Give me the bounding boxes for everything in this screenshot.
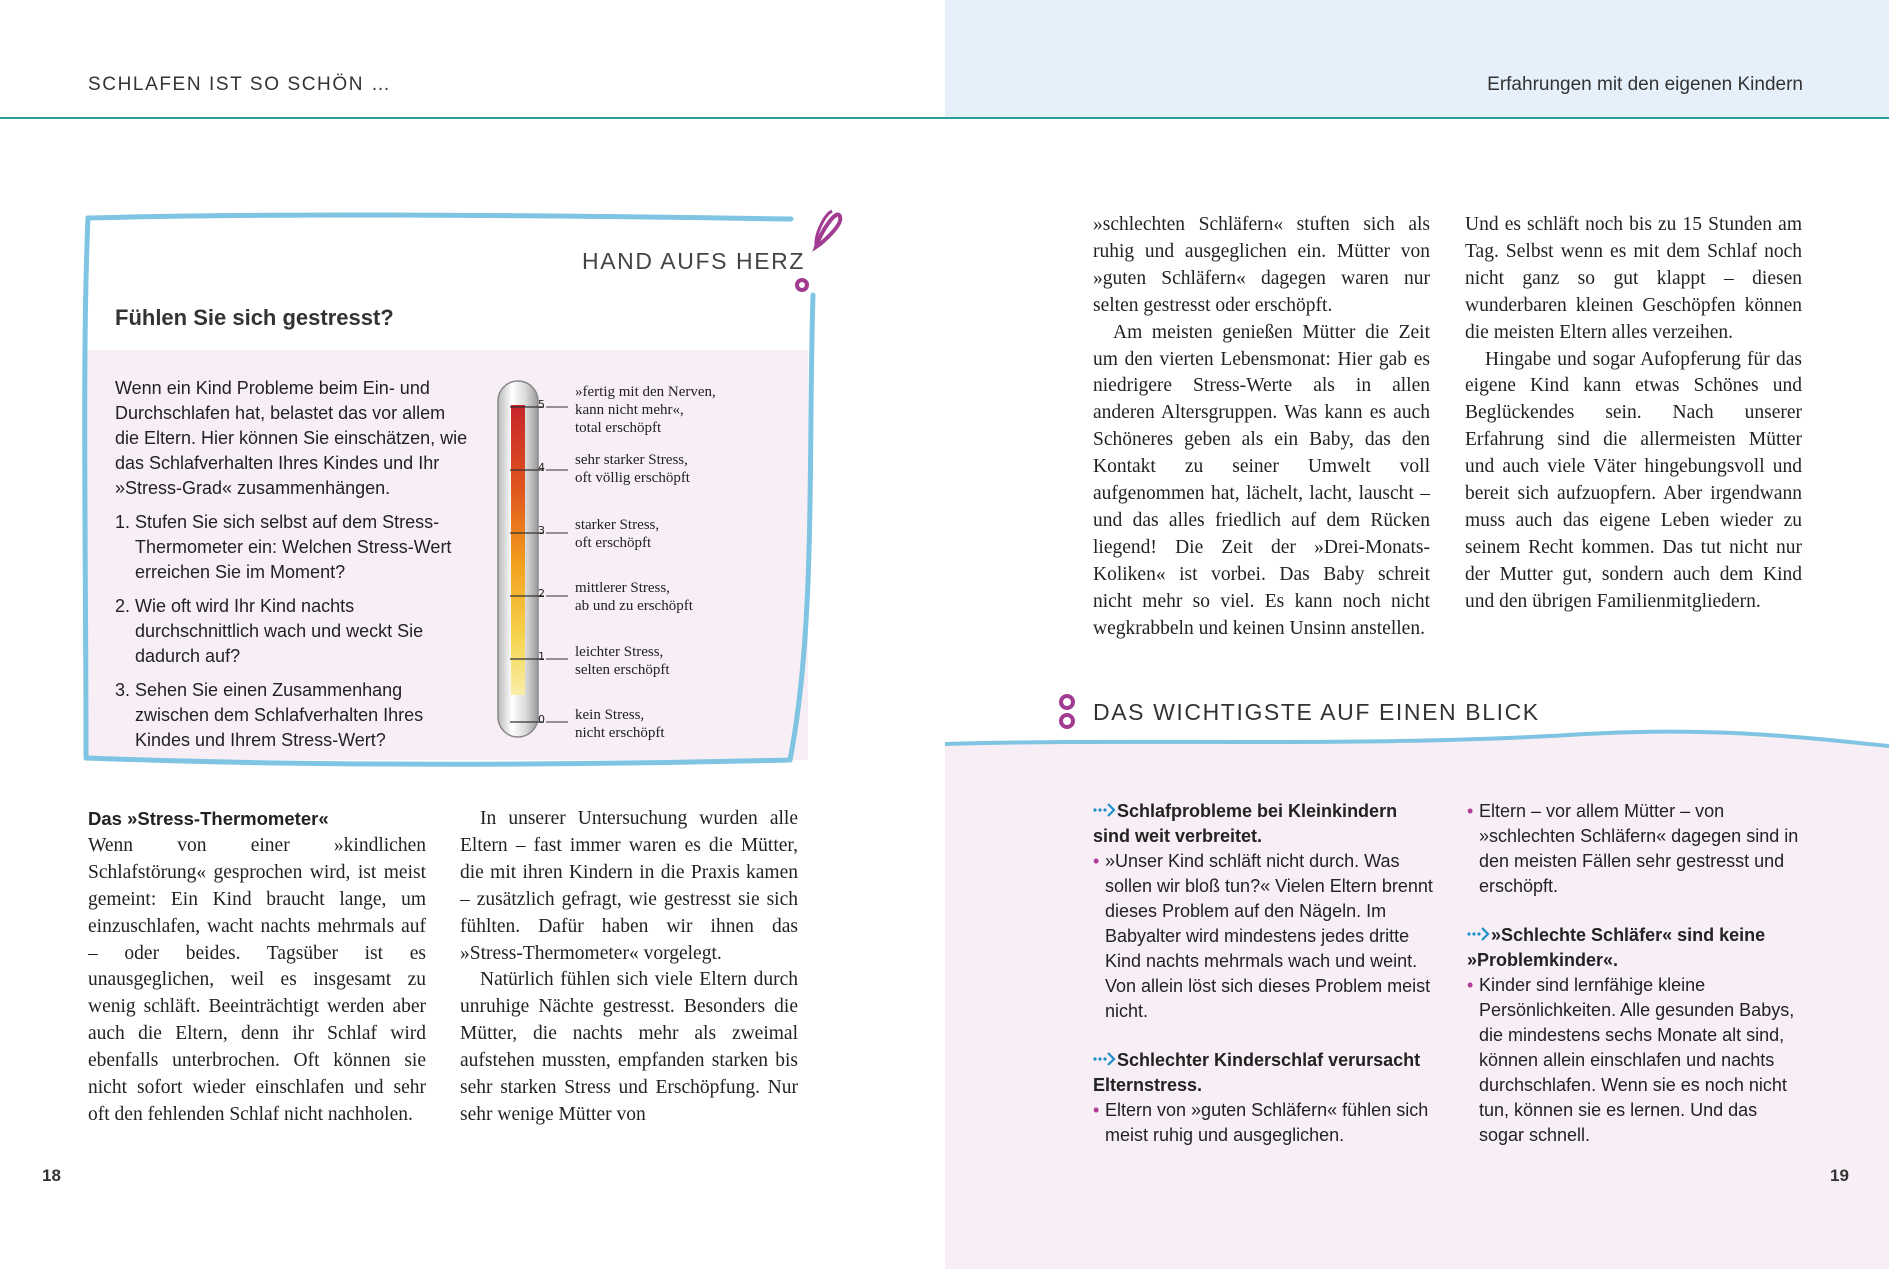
summary-wave-border bbox=[945, 728, 1889, 768]
scale-label: 1 bbox=[538, 650, 545, 663]
box-steps bbox=[115, 510, 470, 753]
scale-label: 0 bbox=[538, 713, 545, 726]
paragraph: Und es schläft noch bis zu 15 Stunden am Tag. Selbst wenn es mit dem Schlaf noch nicht ganz so gut klappt – diesen wunderbaren kleinen Geschöpfen können die meisten Eltern alles verzeihen. bbox=[1465, 214, 1802, 343]
right-column-2 bbox=[1465, 212, 1802, 616]
paragraph: Natürlich fühlen sich viele Eltern durch unruhige Nächte gestresst. Besonders die Mütter, die nachts mehr als zweimal aufstehen mussten, empfanden starken bis sehr starken Stress und Erschöpfung. Nur sehr wenige Mütter von bbox=[460, 969, 798, 1125]
running-head-left: SCHLAFEN IST SO SCHÖN … bbox=[88, 74, 392, 95]
thermometer-pointers bbox=[546, 407, 568, 722]
paragraph: »schlechten Schläfern« stuften sich als ruhig und ausgeglichen ein. Mütter von »guten Schläfern« dagegen waren nur selten gestresst oder erschöpft. bbox=[1093, 214, 1430, 316]
section-heading: Das »Stress-Thermometer« bbox=[88, 808, 329, 829]
box-text bbox=[115, 376, 470, 762]
left-column-2 bbox=[460, 806, 798, 1129]
box-step: 1. Stufen Sie sich selbst auf dem Stress-Thermometer ein: Welchen Stress-Wert erreichen Sie im Moment? bbox=[135, 510, 470, 585]
arrow-icon bbox=[1093, 803, 1117, 817]
thermometer-label-1: leichter Stress, selten erschöpft bbox=[575, 644, 670, 678]
thermometer-label-4: sehr starker Stress, oft völlig erschöpft bbox=[575, 452, 690, 486]
summary-item: • Kinder sind lernfähige kleine Persönlichkeiten. Alle gesunden Babys, die mindestens sechs Monate alt sind, können allein einschlafen und nachts durchschlafen. Wenn sie es noch nicht tun, können sie es lernen. Und das sogar schnell. bbox=[1467, 975, 1795, 1145]
summary-item: • Eltern von »guten Schläfern« fühlen sich meist ruhig und ausgeglichen. bbox=[1093, 1100, 1429, 1145]
arrow-icon bbox=[1093, 1052, 1117, 1066]
paragraph: In unserer Untersuchung wurden alle Eltern – fast immer waren es die Mütter, die mit ihren Kindern in die Praxis kamen – zusätzlich gefragt, wie gestresst sie sich fühlten. Dafür haben wir ihnen das »Stress-Thermometer« vorgelegt. bbox=[460, 808, 798, 964]
thermometer-label-5: »fertig mit den Nerven, kann nicht mehr«, total erschöpft bbox=[575, 384, 716, 436]
summary-heading: Schlechter Kinderschlaf verursacht Elternstress. bbox=[1093, 1050, 1421, 1095]
arrow-icon bbox=[1467, 927, 1491, 941]
summary-item: • »Unser Kind schläft nicht durch. Was sollen wir bloß tun?« Vielen Eltern brennt dieses Problem auf den Nägeln. Im Babyalter wird mindestens jedes dritte Kind nachts mehrmals wach und weint. Von allein löst sich dieses Problem meist nicht. bbox=[1093, 851, 1433, 1021]
scale-label: 5 bbox=[538, 398, 545, 411]
running-head-right: Erfahrungen mit den eigenen Kindern bbox=[1487, 74, 1803, 95]
summary-title: DAS WICHTIGSTE AUF EINEN BLICK bbox=[1093, 699, 1540, 725]
left-column-1 bbox=[88, 806, 426, 1129]
summary-heading: Schlafprobleme bei Kleinkindern sind weit verbreitet. bbox=[1093, 801, 1398, 846]
paragraph: Wenn von einer »kindlichen Schlafstörung« gesprochen wird, ist meist gemeint: Ein Kind braucht lange, um einzuschlafen, wacht nachts mehrmals auf – oder beides. Tagsüber ist es unausgeglichen, weil es insgesamt zu wenig schläft. Beeinträchtigt werden aber auch die Eltern, denn ihr Schlaf wird ebenfalls unterbrochen. Oft können sie nicht sofort wieder einschlafen und sehr oft den fehlenden Schlaf nicht nachholen. bbox=[88, 834, 426, 1125]
stress-thermometer bbox=[490, 375, 570, 755]
box-intro: Wenn ein Kind Probleme beim Ein- und Durchschlafen hat, belastet das vor allem die Eltern. Hier können Sie einschätzen, wie das Schlafverhalten Ihres Kindes und Ihr »Stress-Grad« zusammenhängen. bbox=[115, 378, 468, 498]
box-step: 2. Wie oft wird Ihr Kind nachts durchschnittlich wach und weckt Sie dadurch auf? bbox=[135, 594, 470, 669]
paragraph: Hingabe und sogar Aufopferung für das eigene Kind kann etwas Schönes und Beglückendes sein. Nach unserer Erfahrung sind die allermeisten Mütter und auch viele Väter hingebungsvoll und bereit sich aufzuopfern. Aber irgendwann muss auch das eigene Leben wieder zu seinem Recht kommen. Das tut nicht nur der Mutter gut, sondern auch dem Kind und den übrigen Familienmitgliedern. bbox=[1465, 348, 1802, 612]
scale-label: 2 bbox=[538, 587, 545, 600]
scale-label: 3 bbox=[538, 524, 545, 537]
header-background-right bbox=[945, 0, 1889, 118]
thermometer-label-0: kein Stress, nicht erschöpft bbox=[575, 707, 665, 741]
box-step: 3. Sehen Sie einen Zusammenhang zwischen dem Schlafverhalten Ihres Kindes und Ihrem Stress-Wert? bbox=[135, 678, 470, 753]
summary-column-2 bbox=[1467, 799, 1807, 1148]
summary-column-1 bbox=[1093, 799, 1433, 1148]
summary-item: • Eltern – vor allem Mütter – von »schlechten Schläfern« dagegen sind in den meisten Fällen sehr gestresst und erschöpft. bbox=[1467, 801, 1799, 896]
page-number-left: 18 bbox=[42, 1166, 61, 1185]
box-title: Fühlen Sie sich gestresst? bbox=[115, 305, 394, 330]
right-column-1 bbox=[1093, 212, 1430, 643]
thermometer-label-2: mittlerer Stress, ab und zu erschöpft bbox=[575, 580, 693, 614]
paragraph: Am meisten genießen Mütter die Zeit um den vierten Lebensmonat: Hier gab es niedrigere Stress-Werte als in allen anderen Altersgruppen. Was kann es auch Schöneres geben als ein Baby, das den Kontakt zu seiner Umwelt voll aufgenommen hat, lächelt, lacht, lauscht – und das alles friedlich auf dem Rücken liegend! Die Zeit der »Drei-Monats-Koliken« ist vorbei. Das Baby schreit nicht mehr so viel. Es kann noch nicht wegkrabbeln und keinen Unsinn anstellen. bbox=[1093, 321, 1430, 639]
scale-label: 4 bbox=[538, 461, 545, 474]
header-rule bbox=[0, 117, 1889, 119]
summary-bullet-icon bbox=[1056, 692, 1078, 732]
thermometer-label-3: starker Stress, oft erschöpft bbox=[575, 517, 660, 551]
summary-heading: »Schlechte Schläfer« sind keine »Problemkinder«. bbox=[1467, 925, 1766, 970]
page-number-right: 19 bbox=[1830, 1166, 1849, 1185]
thermometer-scale bbox=[538, 398, 545, 726]
box-label: HAND AUFS HERZ bbox=[582, 248, 806, 274]
